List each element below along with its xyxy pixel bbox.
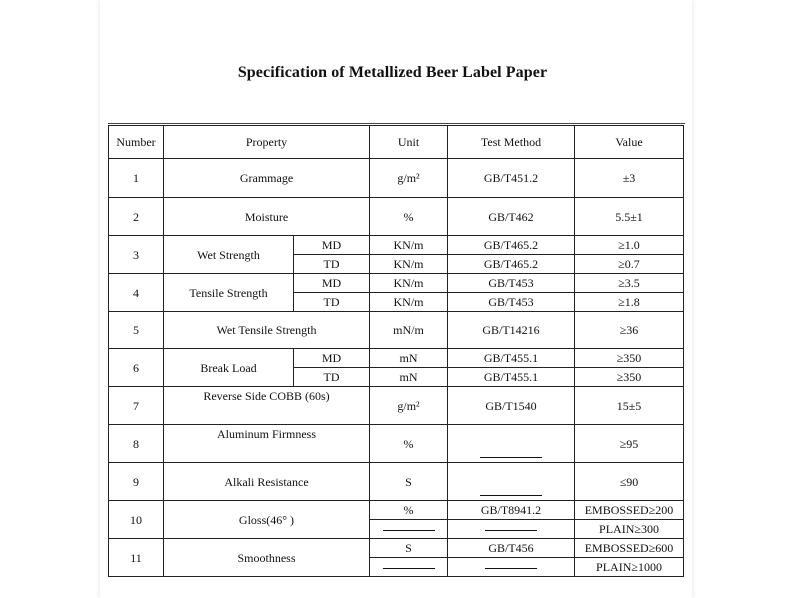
row-unit: KN/m (370, 293, 448, 312)
row-property: Wet Tensile Strength (164, 312, 370, 349)
row-test-method: GB/T465.2 (448, 255, 575, 274)
row-test-method-blank (448, 425, 575, 463)
row-unit: g/m² (370, 159, 448, 198)
row-number: 4 (109, 274, 164, 312)
row-unit: % (370, 425, 448, 463)
row-value: 5.5±1 (575, 198, 684, 236)
row-number: 3 (109, 236, 164, 274)
blank-line (480, 457, 542, 458)
row-unit: mN/m (370, 312, 448, 349)
document-title: Specification of Metallized Beer Label Paper (237, 64, 548, 81)
row-number: 9 (109, 463, 164, 501)
table-row (109, 198, 684, 236)
table-row (109, 159, 684, 198)
row-direction: TD (294, 293, 370, 312)
row-test-method-blank (448, 558, 575, 577)
table-header-row (109, 126, 684, 159)
row-number: 6 (109, 349, 164, 387)
row-property: Moisture (164, 198, 370, 236)
table-row (109, 236, 684, 255)
blank-line (383, 568, 435, 569)
header-test-method: Test Method (448, 126, 575, 159)
row-value: ≥95 (575, 425, 684, 463)
row-test-method: GB/T462 (448, 198, 575, 236)
row-value: PLAIN≥300 (575, 520, 684, 539)
row-test-method: GB/T8941.2 (448, 501, 575, 520)
table-row (109, 501, 684, 520)
row-number: 2 (109, 198, 164, 236)
row-unit-blank (370, 558, 448, 577)
row-unit: S (370, 539, 448, 558)
row-value: ≥1.8 (575, 293, 684, 312)
header-value: Value (575, 126, 684, 159)
row-unit: % (370, 198, 448, 236)
row-value: ≥36 (575, 312, 684, 349)
row-unit: KN/m (370, 255, 448, 274)
row-direction: TD (294, 368, 370, 387)
row-unit: KN/m (370, 236, 448, 255)
header-unit: Unit (370, 126, 448, 159)
row-value: EMBOSSED≥200 (575, 501, 684, 520)
row-test-method: GB/T453 (448, 274, 575, 293)
blank-line (485, 530, 537, 531)
table-top-edge (108, 123, 685, 124)
header-number: Number (109, 126, 164, 159)
row-test-method: GB/T14216 (448, 312, 575, 349)
row-unit: S (370, 463, 448, 501)
row-property: Smoothness (164, 539, 370, 577)
table-row (109, 274, 684, 293)
blank-line (480, 495, 542, 496)
row-value: EMBOSSED≥600 (575, 539, 684, 558)
row-unit: mN (370, 349, 448, 368)
row-value: 15±5 (575, 387, 684, 425)
row-property: Gloss(46° ) (164, 501, 370, 539)
row-value: ≥350 (575, 349, 684, 368)
row-number: 11 (109, 539, 164, 577)
row-number: 7 (109, 387, 164, 425)
row-number: 5 (109, 312, 164, 349)
row-unit: mN (370, 368, 448, 387)
row-direction: MD (294, 236, 370, 255)
row-unit: KN/m (370, 274, 448, 293)
row-value: ≥3.5 (575, 274, 684, 293)
row-property: Grammage (164, 159, 370, 198)
row-direction: TD (294, 255, 370, 274)
table-row (109, 387, 684, 425)
row-property: Aluminum Firmness (164, 425, 370, 463)
row-property: Reverse Side COBB (60s) (164, 387, 370, 425)
row-property: Tensile Strength (164, 274, 294, 312)
row-test-method-blank (448, 463, 575, 501)
row-value: PLAIN≥1000 (575, 558, 684, 577)
row-test-method: GB/T451.2 (448, 159, 575, 198)
row-value: ±3 (575, 159, 684, 198)
blank-line (383, 530, 435, 531)
row-direction: MD (294, 349, 370, 368)
table-row (109, 539, 684, 558)
row-property: Wet Strength (164, 236, 294, 274)
row-unit-blank (370, 520, 448, 539)
table-row (109, 425, 684, 463)
row-test-method: GB/T453 (448, 293, 575, 312)
header-property: Property (164, 126, 370, 159)
row-value: ≤90 (575, 463, 684, 501)
row-test-method: GB/T455.1 (448, 349, 575, 368)
row-property: Break Load (164, 349, 294, 387)
row-number: 8 (109, 425, 164, 463)
specification-table (108, 125, 684, 577)
row-test-method: GB/T456 (448, 539, 575, 558)
row-value: ≥1.0 (575, 236, 684, 255)
row-property: Alkali Resistance (164, 463, 370, 501)
blank-line (485, 568, 537, 569)
row-direction: MD (294, 274, 370, 293)
row-unit: g/m² (370, 387, 448, 425)
row-test-method-blank (448, 520, 575, 539)
row-unit: % (370, 501, 448, 520)
row-value: ≥0.7 (575, 255, 684, 274)
row-value: ≥350 (575, 368, 684, 387)
row-test-method: GB/T455.1 (448, 368, 575, 387)
row-number: 10 (109, 501, 164, 539)
row-number: 1 (109, 159, 164, 198)
row-test-method: GB/T465.2 (448, 236, 575, 255)
table-row (109, 349, 684, 368)
table-row (109, 463, 684, 501)
row-test-method: GB/T1540 (448, 387, 575, 425)
table-row (109, 312, 684, 349)
